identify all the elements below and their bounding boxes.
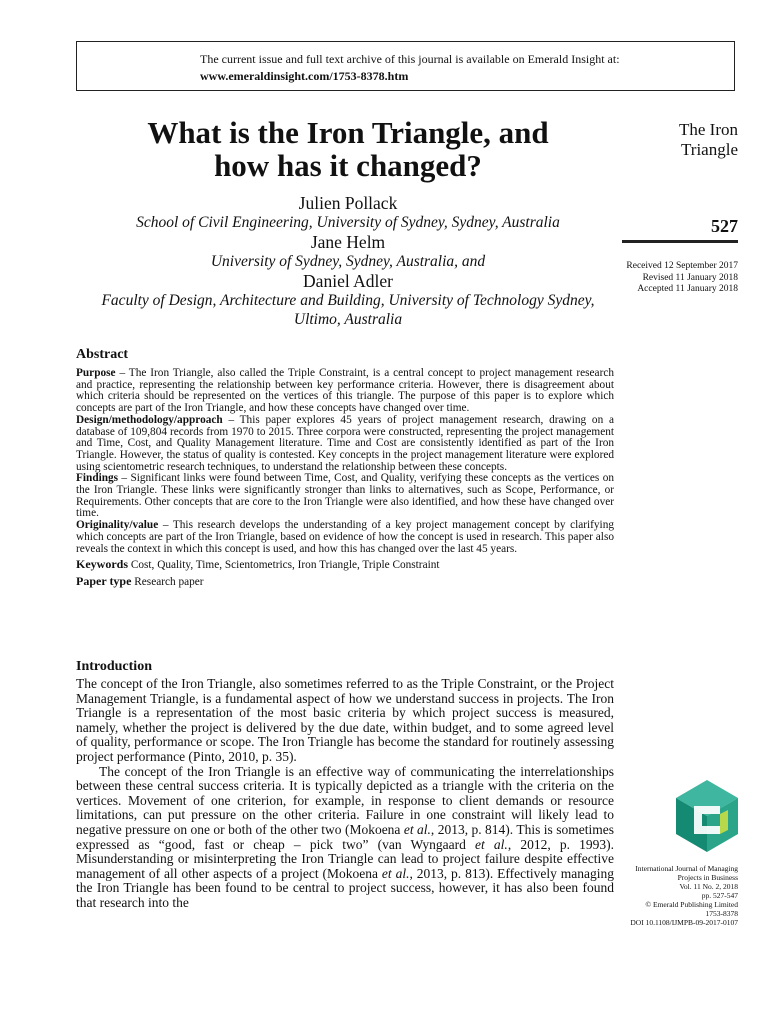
publication-dates <box>600 261 738 296</box>
journal-line: International Journal of Managing <box>635 864 738 873</box>
purpose-label: Purpose <box>76 367 116 379</box>
accepted-date: Accepted 11 January 2018 <box>637 284 738 294</box>
page-number: 527 <box>711 216 738 236</box>
keywords-label: Keywords <box>76 557 128 572</box>
banner-text: The current issue and full text archive of this journal is available on Emerald Insight at: <box>200 52 620 66</box>
revised-date: Revised 11 January 2018 <box>642 272 738 283</box>
title-line-1: What is the Iron Triangle, and <box>147 115 549 150</box>
paper-type-label: Paper type <box>76 574 132 589</box>
author-name: Julien Pollack <box>298 193 398 213</box>
received-date: Received 12 September 2017 <box>626 261 738 271</box>
author-affiliation: University of Sydney, Sydney, Australia, and <box>210 253 486 270</box>
text-run: , 2013, p. 813). Effectively managing the Iron Triangle has been found to be central to project success, however, it has also been found that research into the <box>76 865 614 910</box>
abstract-originality <box>76 520 614 555</box>
running-title-line: The Iron <box>678 120 738 139</box>
abstract-heading: Abstract <box>76 347 129 362</box>
citation-etal: et al. <box>381 865 410 881</box>
text-run: The concept of the Iron Triangle is an effective way of communicating the interrelationships between these central success criteria. It is typically depicted as a triangle with the criteria on the vertices. Movement of one criterion, for example, in response to client demands or resource limitations, can put pressure on the other criteria. Failure in one constraint will likely lead to negative pressure on one or both of the other two (Mokoena <box>76 763 614 837</box>
abstract-section <box>76 347 614 589</box>
running-title <box>622 120 738 160</box>
findings-label: Findings <box>76 472 119 485</box>
design-text: – This paper explores 45 years of project management research, drawing on a database of 109,804 records from 1970 to 2015. Three corpora were constructed, representing the project management and Time, Cost, and Quality Management literature. Time and Cost are consistently identified as part of the Iron Triangle. However, the status of quality is contested. Key concepts in the project management literature were explored using scientometric research techniques, to understand the relationship between these concepts. <box>76 413 614 473</box>
journal-citation-info <box>600 864 738 927</box>
citation-etal: et al. <box>475 836 508 852</box>
journal-line: © Emerald Publishing Limited <box>645 900 738 909</box>
paper-title <box>76 116 620 182</box>
findings-text: – Significant links were found between Time, Cost, and Quality, verifying these concepts as the vertices on the Iron Triangle. These links were significantly stronger than links to alternatives, such as Scope, Performance, or Requirements. Other concepts that are core to the Iron Triangle were also identified, and how these have changed over time. <box>76 472 614 520</box>
journal-line: Projects in Business <box>677 873 738 882</box>
abstract-purpose <box>76 368 614 415</box>
intro-paragraph-2 <box>76 765 614 911</box>
author-affiliation: School of Civil Engineering, University of Sydney, Sydney, Australia <box>136 214 560 231</box>
paper-type-text: Research paper <box>131 576 204 589</box>
journal-availability-banner <box>76 41 735 91</box>
journal-line: 1753-8378 <box>705 909 738 918</box>
journal-doi: DOI 10.1108/IJMPB-09-2017-0107 <box>630 918 738 927</box>
journal-line: Vol. 11 No. 2, 2018 <box>679 882 738 891</box>
keywords-text: Cost, Quality, Time, Scientometrics, Iron Triangle, Triple Constraint <box>128 559 440 572</box>
originality-label: Originality/value <box>76 519 159 532</box>
author-affiliation: Ultimo, Australia <box>293 311 403 328</box>
author-affiliation: Faculty of Design, Architecture and Building, University of Technology Sydney, <box>101 292 595 309</box>
intro-paragraph-1: The concept of the Iron Triangle, also sometimes referred to as the Triple Constraint, or the Project Management Triangle, is a fundamental aspect of how we understand success in projects. The Iron Triangle is a representation of the most basic criteria by which project success is measured, namely, whether the project is delivered by the due date, within budget, and to some agreed level of quality, performance or scope. The Iron Triangle has become the standard for routinely assessing project performance (Pinto, 2010, p. 35). <box>76 676 614 764</box>
journal-line: pp. 527-547 <box>701 891 738 900</box>
paper-type <box>76 575 614 589</box>
running-title-line: Triangle <box>681 140 738 159</box>
text-run: , 2012, p. 1993). Misunderstanding or misinterpreting the Iron Triangle can lead to project failure despite effective management of all other aspects of a project (Mokoena <box>76 836 614 881</box>
author-name: Jane Helm <box>310 232 386 252</box>
abstract-findings <box>76 473 614 520</box>
banner-url-link[interactable]: www.emeraldinsight.com/1753-8378.htm <box>200 69 409 83</box>
citation-etal: et al. <box>403 821 431 837</box>
author-name: Daniel Adler <box>303 271 393 291</box>
originality-text: – This research develops the understanding of a key project management concept by clarifying which concepts are part of the Iron Triangle, based on evidence of how the concept is used in research. This paper also reveals the context in which this concept is used, and how this has changed over the last 45 years. <box>76 519 614 555</box>
abstract-design <box>76 415 614 474</box>
text-run: , 2013, p. 814). This is sometimes expressed as “good, fast or cheap – pick two” (van Wyngaard <box>76 821 614 852</box>
keywords <box>76 558 614 572</box>
sidebar-divider <box>622 240 738 243</box>
author-block <box>76 193 620 329</box>
introduction-heading: Introduction <box>76 659 152 674</box>
emerald-logo-icon <box>676 780 738 857</box>
introduction-section <box>76 659 614 911</box>
design-label: Design/methodology/approach <box>76 413 223 426</box>
title-line-2: how has it changed? <box>214 148 482 183</box>
purpose-text: – The Iron Triangle, also called the Triple Constraint, is a central concept to project management research and practice, representing the relationship between key performance criteria. However, there is disagreement about which criteria should be represented on the vertices of this triangle. The purpose of this paper is to explore which concepts are part of the Iron Triangle, and how these concepts have changed over time. <box>76 367 614 415</box>
